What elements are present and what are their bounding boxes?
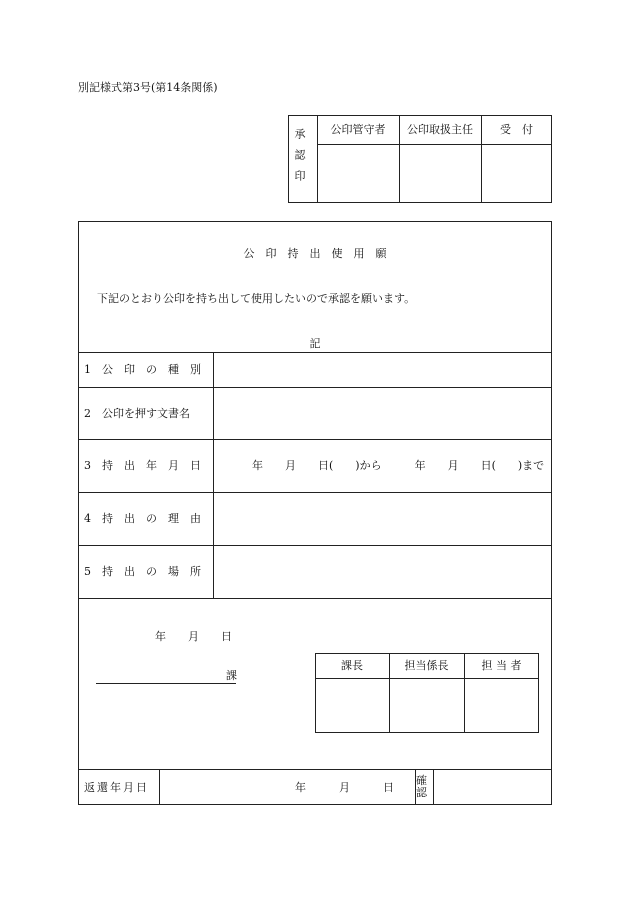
return-date[interactable]: 年 月 日 — [295, 781, 394, 794]
field-basho[interactable] — [214, 546, 551, 597]
department-line — [96, 683, 236, 684]
approval-col-toriatsukai: 公印取扱主任 — [407, 123, 473, 136]
return-label: 返還年月日 — [84, 781, 149, 794]
staff-stamp-cell-3[interactable] — [465, 679, 538, 732]
row-label-shubetsu: 1 公 印 の 種 別 — [84, 363, 201, 376]
staff-stamp-cell-2[interactable] — [390, 679, 463, 732]
field-bunsho[interactable] — [214, 388, 551, 438]
staff-col-kacho: 課長 — [341, 659, 363, 672]
approval-stamp-cell-1[interactable] — [318, 145, 398, 202]
staff-col-kakaricho: 担当係長 — [404, 659, 449, 672]
row-label-bunsho: 2 公印を押す文書名 — [84, 407, 190, 420]
approval-col-uketsuke: 受 付 — [500, 123, 533, 136]
field-shubetsu[interactable] — [214, 353, 551, 386]
row-label-date: 3 持 出 年 月 日 — [84, 459, 201, 472]
application-date[interactable]: 年 月 日 — [155, 630, 232, 643]
approval-stamp-cell-2[interactable] — [400, 145, 480, 202]
approval-stamp-label: 承認印 — [293, 128, 306, 191]
staff-col-tantosha: 担 当 者 — [481, 659, 522, 672]
department-suffix: 課 — [226, 669, 237, 682]
row-label-basho: 5 持 出 の 場 所 — [84, 565, 201, 578]
approval-stamp-cell-3[interactable] — [482, 145, 551, 202]
form-ki: 記 — [309, 337, 321, 350]
return-confirm-cell[interactable] — [434, 770, 551, 804]
form-title: 公 印 持 出 使 用 願 — [243, 247, 387, 260]
field-date-range[interactable]: 年 月 日( )から 年 月 日( )まで — [252, 459, 545, 472]
approval-col-kanshusha: 公印管守者 — [330, 123, 386, 136]
form-intro: 下記のとおり公印を持ち出して使用したいので承認を願います。 — [97, 292, 416, 305]
form-id: 別記様式第3号(第14条関係) — [78, 81, 218, 94]
row-label-riyu: 4 持 出 の 理 由 — [84, 512, 201, 525]
field-riyu[interactable] — [214, 493, 551, 544]
return-confirm-label: 確認 — [416, 774, 427, 799]
staff-stamp-cell-1[interactable] — [316, 679, 388, 732]
